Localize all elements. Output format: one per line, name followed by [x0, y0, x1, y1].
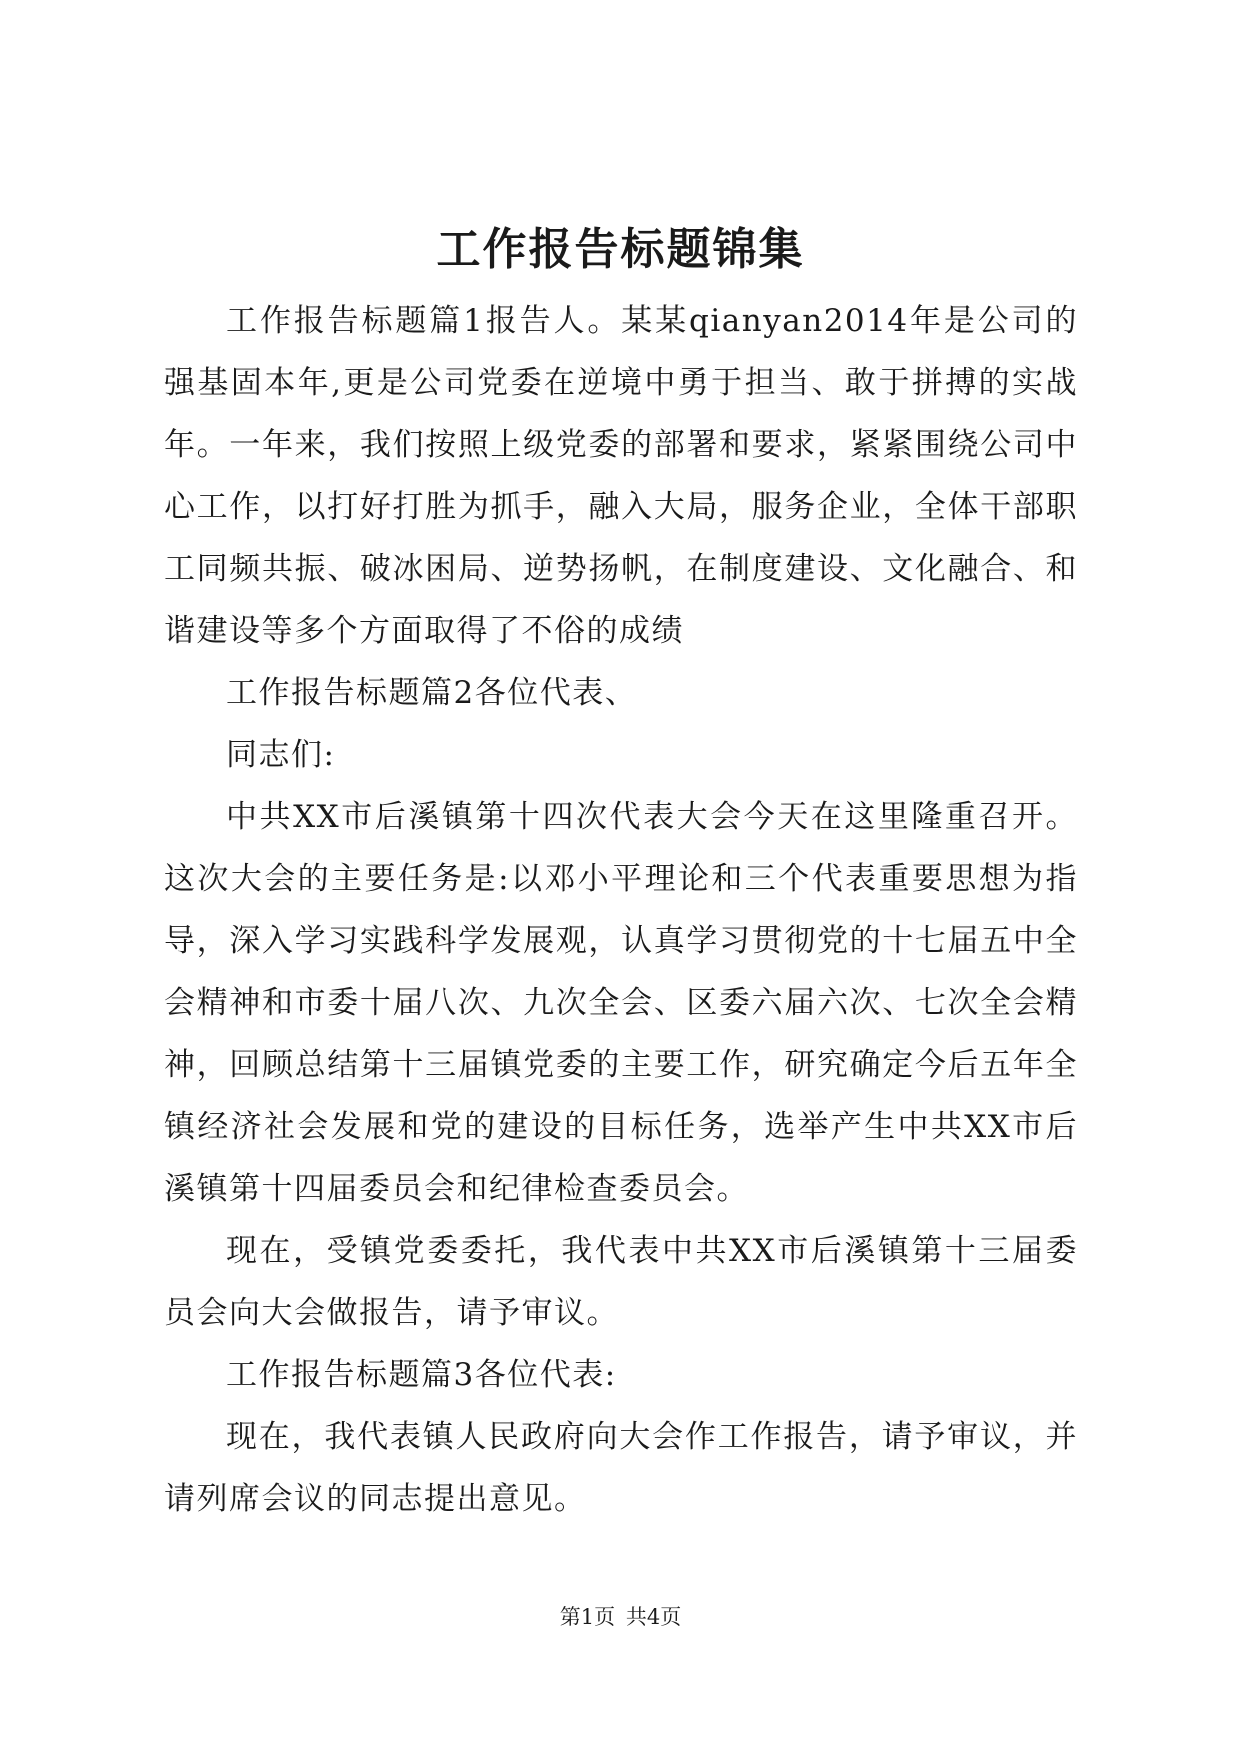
paragraph-5: 现在，受镇党委委托，我代表中共XX市后溪镇第十三届委员会向大会做报告，请予审议。 [164, 1233, 1078, 1331]
document-title: 工作报告标题锦集 [436, 224, 805, 275]
document-body [164, 290, 1078, 1530]
paragraph-2: 工作报告标题篇2各位代表、 [226, 675, 638, 711]
paragraph-6: 工作报告标题篇3各位代表: [226, 1357, 617, 1393]
page-total: 共4页 [625, 1605, 682, 1629]
page-footer [0, 1602, 1241, 1632]
paragraph-3: 同志们: [226, 737, 336, 773]
paragraph-7: 现在，我代表镇人民政府向大会作工作报告，请予审议，并请列席会议的同志提出意见。 [164, 1419, 1078, 1517]
paragraph-1: 工作报告标题篇1报告人。某某qianyan2014年是公司的强基固本年,更是公司党委在逆境中勇于担当、敢于拼搏的实战年。一年来，我们按照上级党委的部署和要求，紧紧围绕公司中心工作，以打好打胜为抓手，融入大局，服务企业，全体干部职工同频共振、破冰困局、逆势扬帆，在制度建设、文化融合、和谐建设等多个方面取得了不俗的成绩 [164, 303, 1078, 649]
paragraph-4: 中共XX市后溪镇第十四次代表大会今天在这里隆重召开。这次大会的主要任务是:以邓小平理论和三个代表重要思想为指导，深入学习实践科学发展观，认真学习贯彻党的十七届五中全会精神和市委十届八次、九次全会、区委六届六次、七次全会精神，回顾总结第十三届镇党委的主要工作，研究确定今后五年全镇经济社会发展和党的建设的目标任务，选举产生中共XX市后溪镇第十四届委员会和纪律检查委员会。 [164, 799, 1078, 1207]
page-number: 第1页 [559, 1605, 616, 1629]
